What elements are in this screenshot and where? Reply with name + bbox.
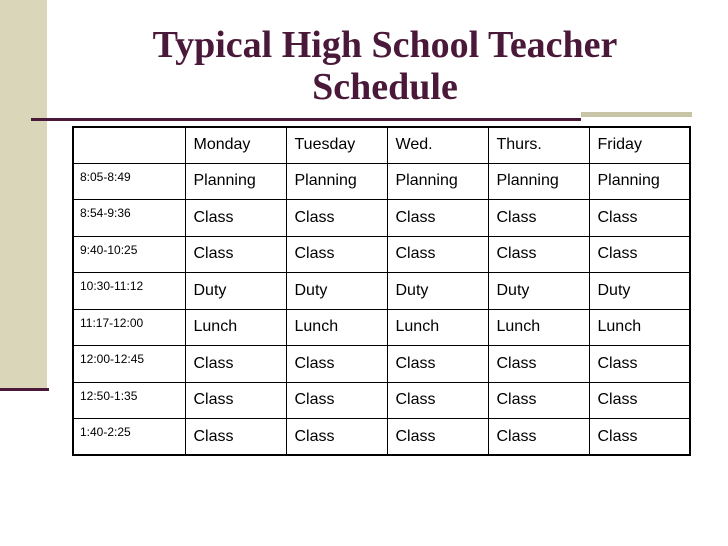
- table-cell: Duty: [286, 273, 387, 310]
- corner-cell: [73, 127, 185, 163]
- table-cell: Class: [488, 419, 589, 456]
- table-cell: Class: [185, 382, 286, 419]
- table-cell: Planning: [589, 163, 690, 200]
- table-cell: Class: [286, 346, 387, 383]
- title-underline-dark: [31, 118, 581, 121]
- table-cell: Planning: [488, 163, 589, 200]
- table-cell: Lunch: [488, 309, 589, 346]
- table-cell: Class: [589, 419, 690, 456]
- table-header-row: [73, 127, 690, 163]
- table-cell: Duty: [488, 273, 589, 310]
- table-cell: Class: [589, 200, 690, 237]
- title-underline-light: [581, 112, 692, 117]
- table-cell: Class: [589, 236, 690, 273]
- table-cell: Duty: [387, 273, 488, 310]
- time-slot: 8:54-9:36: [73, 200, 185, 237]
- table-cell: Planning: [286, 163, 387, 200]
- table-cell: Class: [185, 236, 286, 273]
- table-cell: Class: [387, 382, 488, 419]
- time-slot: 8:05-8:49: [73, 163, 185, 200]
- table-row: [73, 309, 690, 346]
- header-tuesday: Tuesday: [286, 127, 387, 163]
- header-thursday: Thurs.: [488, 127, 589, 163]
- table-row: [73, 419, 690, 456]
- table-cell: Class: [488, 200, 589, 237]
- schedule-table: [72, 126, 691, 456]
- table-cell: Class: [589, 382, 690, 419]
- table-row: [73, 163, 690, 200]
- time-slot: 1:40-2:25: [73, 419, 185, 456]
- table-cell: Class: [286, 236, 387, 273]
- header-wednesday: Wed.: [387, 127, 488, 163]
- table-cell: Class: [185, 200, 286, 237]
- table-cell: Planning: [185, 163, 286, 200]
- table-row: [73, 200, 690, 237]
- header-monday: Monday: [185, 127, 286, 163]
- time-slot: 11:17-12:00: [73, 309, 185, 346]
- time-slot: 12:50-1:35: [73, 382, 185, 419]
- table-cell: Class: [185, 346, 286, 383]
- table-cell: Lunch: [286, 309, 387, 346]
- table-cell: Duty: [185, 273, 286, 310]
- table-cell: Class: [387, 419, 488, 456]
- table-cell: Class: [387, 200, 488, 237]
- time-slot: 10:30-11:12: [73, 273, 185, 310]
- table-cell: Lunch: [185, 309, 286, 346]
- table-cell: Class: [387, 236, 488, 273]
- table-cell: Class: [185, 419, 286, 456]
- left-accent-band: [0, 0, 47, 388]
- table-cell: Class: [387, 346, 488, 383]
- header-friday: Friday: [589, 127, 690, 163]
- table-cell: Lunch: [387, 309, 488, 346]
- table-cell: Class: [286, 419, 387, 456]
- table-cell: Class: [488, 382, 589, 419]
- time-slot: 9:40-10:25: [73, 236, 185, 273]
- table-cell: Duty: [589, 273, 690, 310]
- time-slot: 12:00-12:45: [73, 346, 185, 383]
- table-row: [73, 273, 690, 310]
- table-row: [73, 382, 690, 419]
- table-cell: Class: [286, 200, 387, 237]
- table-cell: Class: [286, 382, 387, 419]
- table-row: [73, 236, 690, 273]
- left-accent-band-rule: [0, 388, 49, 391]
- table-cell: Planning: [387, 163, 488, 200]
- table-cell: Class: [488, 346, 589, 383]
- table-cell: Class: [589, 346, 690, 383]
- slide-title: Typical High School Teacher Schedule: [152, 24, 618, 108]
- table-cell: Class: [488, 236, 589, 273]
- table-row: [73, 346, 690, 383]
- table-cell: Lunch: [589, 309, 690, 346]
